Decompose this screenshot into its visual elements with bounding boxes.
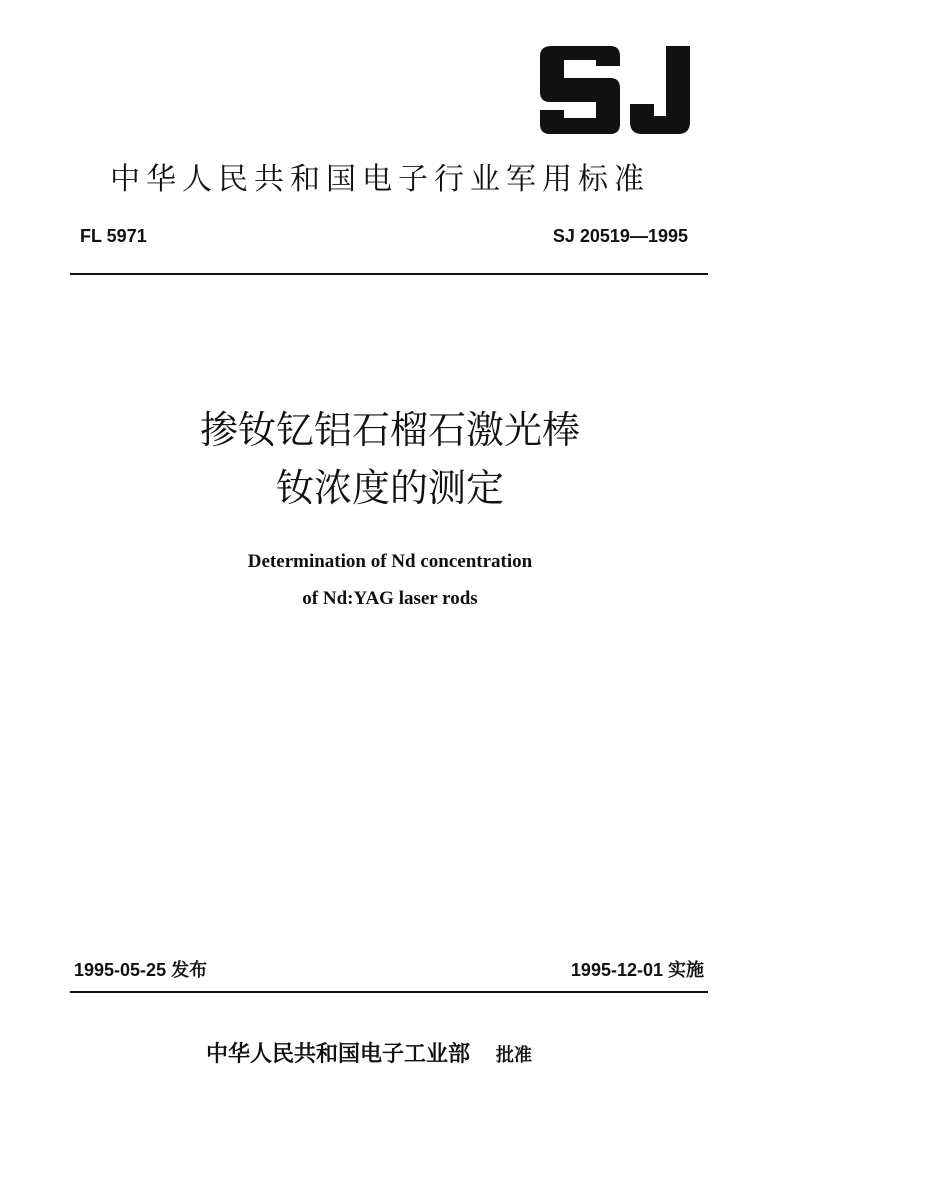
standard-series-title: 中华人民共和国电子行业军用标准 xyxy=(110,162,650,197)
document-title-en-line1: Determination of Nd concentration xyxy=(247,551,533,572)
document-title-en-line2: of Nd:YAG laser rods xyxy=(302,588,478,609)
implementation-date: 1995-12-01 实施 xyxy=(570,960,704,980)
document-title-cn-line2: 钕浓度的测定 xyxy=(275,466,504,510)
approval-verb: 批准 xyxy=(496,1045,533,1066)
top-divider xyxy=(70,273,708,275)
issue-date: 1995-05-25 发布 xyxy=(74,960,208,980)
approving-authority: 中华人民共和国电子工业部 xyxy=(206,1042,471,1067)
logo-letter-j xyxy=(630,46,690,134)
standard-number: SJ 20519—1995 xyxy=(552,226,688,246)
classification-code: FL 5971 xyxy=(80,226,147,246)
bottom-divider xyxy=(70,991,708,993)
logo-letter-s xyxy=(540,46,620,134)
approval-line xyxy=(206,1040,532,1071)
sj-logo xyxy=(530,44,700,144)
document-title-cn-line1: 掺钕钇铝石榴石激光棒 xyxy=(199,408,580,452)
